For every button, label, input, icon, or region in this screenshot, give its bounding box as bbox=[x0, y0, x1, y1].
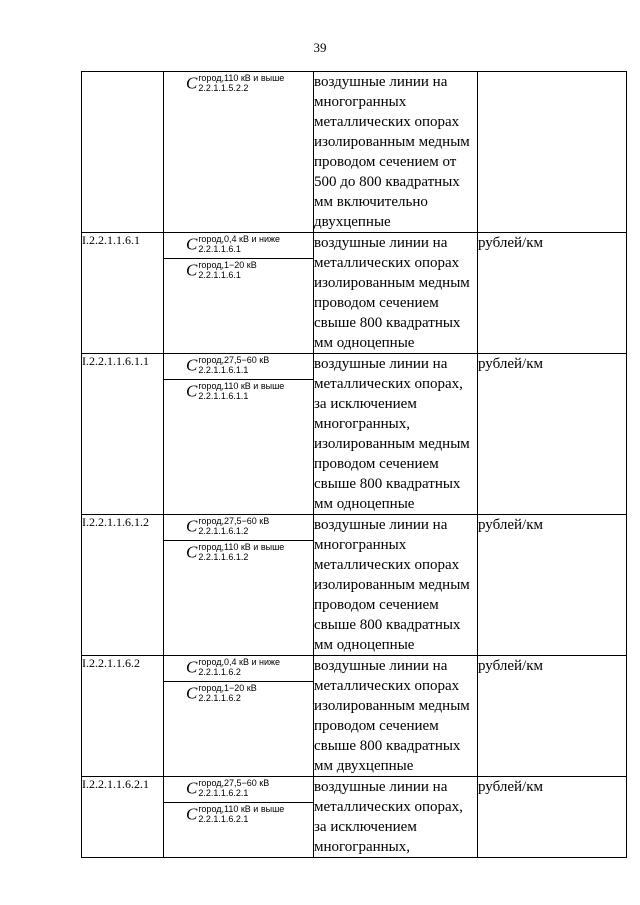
cost-symbol bbox=[164, 72, 313, 97]
page-number: 39 bbox=[313, 40, 327, 55]
cost-symbol bbox=[164, 259, 313, 284]
symbol-letter: C bbox=[186, 804, 198, 824]
symbol-superscript: город,0,4 кВ и ниже bbox=[198, 234, 281, 244]
cost-symbol bbox=[164, 777, 313, 803]
symbol-subscript: 2.2.1.1.6.1.1 bbox=[198, 365, 249, 375]
table-row bbox=[82, 233, 627, 354]
symbol-letter: C bbox=[186, 73, 198, 93]
row-symbols bbox=[164, 354, 314, 515]
row-unit bbox=[478, 72, 627, 233]
symbol-superscript: город,110 кВ и выше bbox=[198, 73, 285, 83]
symbol-letter: C bbox=[186, 381, 198, 401]
symbol-indices bbox=[198, 260, 256, 280]
tariff-table bbox=[81, 71, 627, 858]
cost-symbol bbox=[164, 656, 313, 682]
table-row bbox=[82, 777, 627, 858]
row-description: воздушные линии на металлических опорах, за исключением многогранных, изолированным медным проводом сечением свыше 800 квадратных мм одноцепные bbox=[314, 354, 478, 515]
symbol-subscript: 2.2.1.1.6.1 bbox=[198, 270, 241, 280]
cost-symbol bbox=[164, 515, 313, 541]
cost-symbol bbox=[164, 380, 313, 405]
symbol-letter: C bbox=[186, 542, 198, 562]
symbol-superscript: город,0,4 кВ и ниже bbox=[198, 657, 281, 667]
row-code: I.2.2.1.1.6.1.2 bbox=[82, 515, 164, 656]
symbol-indices bbox=[198, 234, 280, 254]
symbol-subscript: 2.2.1.1.6.1.2 bbox=[198, 552, 249, 562]
symbol-indices bbox=[198, 778, 269, 798]
row-description: воздушные линии на многогранных металлических опорах изолированным медным проводом сечением свыше 800 квадратных мм одноцепные bbox=[314, 515, 478, 656]
symbol-indices bbox=[198, 683, 256, 703]
row-description: воздушные линии на металлических опорах изолированным медным проводом сечением свыше 800 квадратных мм одноцепные bbox=[314, 233, 478, 354]
symbol-superscript: город,110 кВ и выше bbox=[198, 804, 285, 814]
row-symbols bbox=[164, 515, 314, 656]
symbol-subscript: 2.2.1.1.5.2.2 bbox=[198, 83, 249, 93]
symbol-letter: C bbox=[186, 260, 198, 280]
symbol-letter: C bbox=[186, 778, 198, 798]
table-row bbox=[82, 515, 627, 656]
row-symbols bbox=[164, 656, 314, 777]
symbol-indices bbox=[198, 516, 269, 536]
symbol-subscript: 2.2.1.1.6.2.1 bbox=[198, 814, 249, 824]
cost-symbol bbox=[164, 682, 313, 707]
row-symbols bbox=[164, 72, 314, 233]
symbol-superscript: город,27,5−60 кВ bbox=[198, 355, 270, 365]
symbol-letter: C bbox=[186, 516, 198, 536]
symbol-superscript: город,1−20 кВ bbox=[198, 683, 257, 693]
row-description: воздушные линии на металлических опорах, за исключением многогранных, bbox=[314, 777, 478, 858]
symbol-subscript: 2.2.1.1.6.1.1 bbox=[198, 391, 249, 401]
cost-symbol bbox=[164, 803, 313, 828]
symbol-subscript: 2.2.1.1.6.1 bbox=[198, 244, 241, 254]
cost-symbol bbox=[164, 233, 313, 259]
row-code: I.2.2.1.1.6.1 bbox=[82, 233, 164, 354]
cost-symbol bbox=[164, 541, 313, 566]
row-description: воздушные линии на металлических опорах изолированным медным проводом сечением свыше 800 квадратных мм двухцепные bbox=[314, 656, 478, 777]
row-unit: рублей/км bbox=[478, 354, 627, 515]
row-description: воздушные линии на многогранных металлических опорах изолированным медным проводом сечением от 500 до 800 квадратных мм включительно двухцепные bbox=[314, 72, 478, 233]
symbol-subscript: 2.2.1.1.6.1.2 bbox=[198, 526, 249, 536]
symbol-subscript: 2.2.1.1.6.2 bbox=[198, 693, 241, 703]
symbol-indices bbox=[198, 73, 284, 93]
symbol-subscript: 2.2.1.1.6.2 bbox=[198, 667, 241, 677]
row-unit: рублей/км bbox=[478, 515, 627, 656]
row-unit: рублей/км bbox=[478, 656, 627, 777]
symbol-superscript: город,27,5−60 кВ bbox=[198, 516, 270, 526]
row-code bbox=[82, 72, 164, 233]
symbol-indices bbox=[198, 355, 269, 375]
symbol-letter: C bbox=[186, 683, 198, 703]
cost-symbol bbox=[164, 354, 313, 380]
symbol-indices bbox=[198, 542, 284, 562]
symbol-letter: C bbox=[186, 234, 198, 254]
symbol-superscript: город,27,5−60 кВ bbox=[198, 778, 270, 788]
symbol-letter: C bbox=[186, 657, 198, 677]
row-code: I.2.2.1.1.6.2 bbox=[82, 656, 164, 777]
table-row bbox=[82, 656, 627, 777]
table-row bbox=[82, 72, 627, 233]
row-symbols bbox=[164, 777, 314, 858]
row-unit: рублей/км bbox=[478, 777, 627, 858]
symbol-letter: C bbox=[186, 355, 198, 375]
symbol-superscript: город,110 кВ и выше bbox=[198, 542, 285, 552]
symbol-indices bbox=[198, 804, 284, 824]
symbol-superscript: город,110 кВ и выше bbox=[198, 381, 285, 391]
table-row bbox=[82, 354, 627, 515]
row-code: I.2.2.1.1.6.1.1 bbox=[82, 354, 164, 515]
symbol-superscript: город,1−20 кВ bbox=[198, 260, 257, 270]
row-unit: рублей/км bbox=[478, 233, 627, 354]
symbol-indices bbox=[198, 381, 284, 401]
symbol-indices bbox=[198, 657, 280, 677]
row-symbols bbox=[164, 233, 314, 354]
symbol-subscript: 2.2.1.1.6.2.1 bbox=[198, 788, 249, 798]
row-code: I.2.2.1.1.6.2.1 bbox=[82, 777, 164, 858]
